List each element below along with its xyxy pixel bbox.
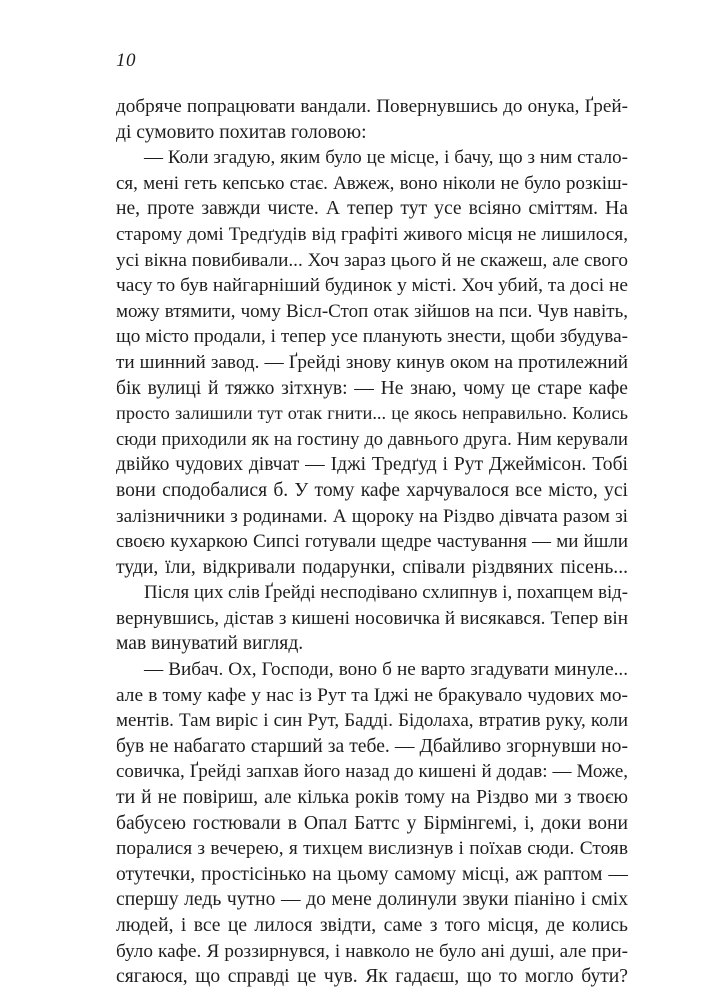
text-line: сягаюся, що справді це чув. Як гадаєш, що то могло бути?: [116, 966, 628, 988]
text-line: людей, і все це лилося звідти, саме з того місця, де колись: [116, 915, 628, 936]
text-line: був не набагато старший за тебе. — Дбайливо згорнувши но-: [116, 735, 628, 757]
text-line: було кафе. Я роззирнувся, і навколо не було ані душі, але при-: [116, 940, 628, 962]
text-line: сюди приходили як на гостину до давнього друга. Ним керували: [116, 428, 628, 450]
text-line: старому домі Тредґудів від графіті живого місця не лишилося,: [116, 223, 628, 245]
text-line: ся, мені геть кепсько стає. Авжеж, воно ніколи не було розкіш-: [116, 172, 628, 194]
text-line: бік вулиці й тяжко зітхнув: — Не знаю, чому це старе кафе: [116, 377, 628, 399]
text-line: ти й не повіриш, але кілька років тому на Різдво ми з твоєю: [116, 787, 628, 809]
text-line: мав винуватий вигляд.: [116, 633, 304, 655]
text-line: просто залишили тут отак гнити... це якось неправильно. Колись: [116, 403, 628, 424]
text-line: можу втямити, чому Вісл-Стоп отак зійшов на пси. Чув навіть,: [116, 300, 628, 322]
text-line: спершу ледь чутно — до мене долинули звуки піаніно і сміх: [116, 889, 628, 911]
text-line: добряче попрацювати вандали. Повернувшись до онука, Ґрей-: [116, 96, 628, 117]
text-line: — Коли згадую, яким було це місце, і бачу, що з ним стало-: [144, 147, 628, 169]
page-number: 10: [116, 50, 136, 71]
text-line: отутечки, простісінько на цьому самому місці, аж раптом —: [116, 863, 628, 885]
text-line: ментів. Там виріс і син Рут, Бадді. Бідолаха, втратив руку, коли: [116, 710, 628, 732]
body-text: [116, 94, 628, 990]
text-line: що місто продали, і тепер усе планують знести, щоби збудува-: [116, 326, 628, 348]
text-line: двійко чудових дівчат — Іджі Тредґуд і Рут Джеймісон. Тобі: [116, 454, 628, 476]
text-line: совичка, Ґрейді запхав його назад до кишені й додав: — Може,: [116, 761, 628, 783]
text-line: часу то був найгарніший будинок у місті. Хоч убий, та досі не: [116, 275, 628, 297]
text-line: своєю кухаркою Сипсі готували щедре частування — ми йшли: [116, 531, 628, 553]
text-line: бабусею гостювали в Опал Баттс у Бірмінгемі, і, доки вони: [116, 812, 628, 834]
text-line: не, проте завжди чисте. А тепер тут усе всіяно сміттям. На: [116, 198, 628, 220]
text-line: ти шинний завод. — Ґрейді знову кинув оком на протилежний: [116, 351, 628, 373]
text-line: залізничники з родинами. А щороку на Різдво дівчата разом зі: [116, 505, 628, 527]
text-line: поралися з вечерею, я тихцем вислизнув і поїхав сюди. Стояв: [116, 838, 628, 860]
text-line: ді сумовито похитав головою:: [116, 121, 367, 143]
text-line: усі вікна повибивали... Хоч зараз цього й не скажеш, але свого: [116, 249, 628, 271]
text-line: вернувшись, дістав з кишені носовичка й висякався. Тепер він: [116, 607, 628, 629]
text-line: — Вибач. Ох, Господи, воно б не варто згадувати минуле...: [144, 659, 628, 681]
text-line: вони сподобалися б. У тому кафе харчувалося все місто, усі: [116, 479, 628, 501]
text-line: туди, їли, відкривали подарунки, співали різдвяних пісень...: [116, 556, 628, 578]
text-line: Після цих слів Ґрейді несподівано схлипнув і, похапцем від-: [144, 582, 628, 604]
text-line: але в тому кафе у нас із Рут та Іджі не бракувало чудових мо-: [116, 684, 628, 706]
